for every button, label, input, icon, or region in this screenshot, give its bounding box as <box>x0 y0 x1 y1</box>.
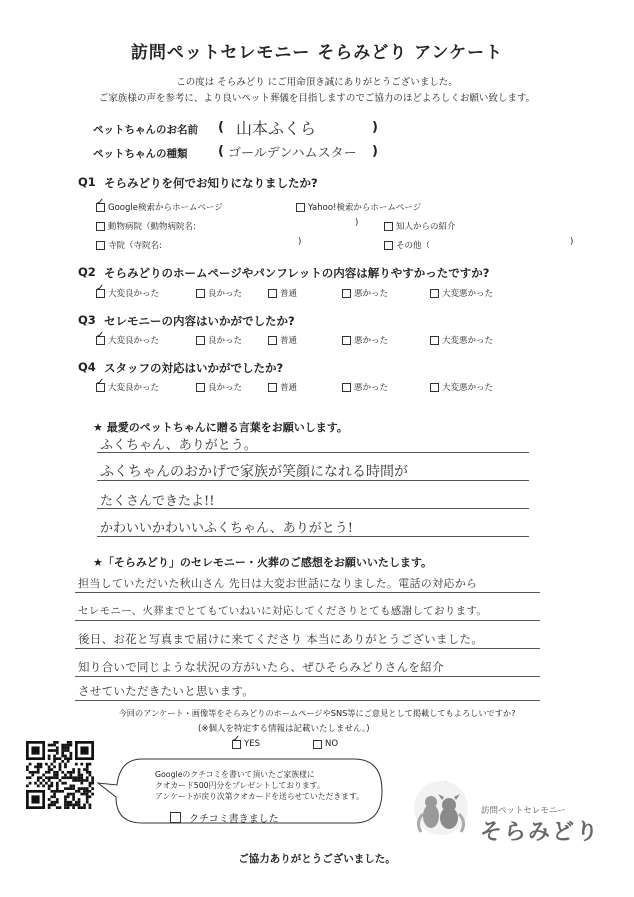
q4-option-4[interactable] <box>342 381 388 393</box>
option-label: 普通 <box>280 289 298 299</box>
q2-number: Q2 <box>78 265 96 279</box>
option-label: 大変悪かった <box>442 383 494 393</box>
checkbox[interactable] <box>268 336 277 345</box>
impression-line-3: 後日、お花と写真まで届けに来てくださり 本当にありがとうございました。 <box>78 632 484 646</box>
review-text-2: クオカード500円分をプレゼントしております。 <box>155 781 325 790</box>
paren-close: ) <box>298 237 302 247</box>
checkbox[interactable] <box>232 740 241 749</box>
checkbox[interactable] <box>384 222 393 231</box>
q4-number: Q4 <box>78 360 96 374</box>
checkbox[interactable] <box>96 203 105 212</box>
option-label: Google検索からホームページ <box>108 203 223 213</box>
q2-option-1[interactable] <box>96 287 159 299</box>
ruled-line <box>75 676 540 677</box>
option-label: 大変悪かった <box>442 336 494 346</box>
option-label: その他（ <box>396 241 431 251</box>
checkbox[interactable] <box>342 289 351 298</box>
pet-name-value: 山本ふくら <box>236 119 317 138</box>
q2-scale <box>96 287 516 299</box>
impression-line-5: させていただきたいと思います。 <box>78 684 255 698</box>
impression-line-2: セレモニー、火葬までとてもていねいに対応してくださりとても感謝しております。 <box>78 605 488 617</box>
brand-name: そらみどり <box>480 820 601 845</box>
option-label: 知人からの紹介 <box>396 222 456 232</box>
option-label: 寺院（寺院名: <box>108 241 162 251</box>
q1-option-vet[interactable] <box>96 220 196 232</box>
q3-option-4[interactable] <box>342 334 388 346</box>
paren-close: ) <box>372 120 378 135</box>
q4-option-2[interactable] <box>196 381 242 393</box>
q3-scale <box>96 334 516 346</box>
q4-scale <box>96 381 516 393</box>
q1-option-other[interactable] <box>384 239 430 251</box>
q4-option-5[interactable] <box>430 381 493 393</box>
checkbox[interactable] <box>313 740 322 749</box>
checkbox[interactable] <box>96 289 105 298</box>
checkbox[interactable] <box>430 289 439 298</box>
pet-name-label: ペットちゃんのお名前 <box>93 124 198 136</box>
option-label: 大変良かった <box>108 336 160 346</box>
impression-line-1: 担当していただいた秋山さん 先日は大変お世話になりました。電話の対応から <box>78 577 478 590</box>
impression-heading: ★「そらみどり」のセレモニー・火葬のご感想をお願いいたします。 <box>93 556 432 569</box>
page-title: 訪問ペットセレモニー そらみどり アンケート <box>130 43 504 63</box>
option-label: 悪かった <box>354 383 389 393</box>
checkbox[interactable] <box>268 383 277 392</box>
q1-option-yahoo[interactable] <box>296 201 421 213</box>
option-label: YES <box>244 739 260 749</box>
paren-close: ) <box>372 144 378 159</box>
checkbox[interactable] <box>342 336 351 345</box>
review-checkbox[interactable] <box>170 810 279 825</box>
checkbox[interactable] <box>96 336 105 345</box>
brand-subtitle: 訪問ペットセレモニー <box>481 806 566 816</box>
checkbox[interactable] <box>170 812 181 823</box>
q3-text: セレモニーの内容はいかがでしたか? <box>104 314 295 328</box>
q2-option-4[interactable] <box>342 287 388 299</box>
ruled-line <box>97 536 529 537</box>
message-line-1: ふくちゃん、ありがとう。 <box>100 438 257 453</box>
q1-number: Q1 <box>78 175 96 189</box>
q2-option-2[interactable] <box>196 287 242 299</box>
q3-option-1[interactable] <box>96 334 159 346</box>
option-label: クチコミ書きました <box>189 814 279 825</box>
consent-question: 今回のアンケート・画像等をそらみどりのホームページやSNS等にご意見として掲載してもよろしいですか? <box>118 708 516 718</box>
paren-open: ( <box>218 144 224 159</box>
review-text-3: アンケートが戻り次第クオカードを送らせていただきます。 <box>155 792 364 801</box>
option-label: 良かった <box>208 383 243 393</box>
option-label: 悪かった <box>354 336 389 346</box>
option-label: 大変悪かった <box>442 289 494 299</box>
message-heading: ★ 最愛のペットちゃんに贈る言葉をお願いします。 <box>93 421 348 434</box>
q4-option-3[interactable] <box>268 381 297 393</box>
checkbox[interactable] <box>430 336 439 345</box>
ruled-line <box>75 592 540 593</box>
option-label: 動物病院（動物病院名: <box>108 222 196 232</box>
q1-option-temple[interactable] <box>96 239 162 251</box>
q1-option-google[interactable] <box>96 201 223 213</box>
impression-line-4: 知り合いで同じような状況の方がいたら、ぜひそらみどりさんを紹介 <box>78 660 444 674</box>
review-text-1: Googleのクチコミを書いて頂いたご家族様に <box>155 770 315 779</box>
ruled-line <box>75 648 540 649</box>
option-label: 良かった <box>208 289 243 299</box>
option-label: 良かった <box>208 336 243 346</box>
message-line-2: ふくちゃんのおかげで家族が笑顔になれる時間が <box>100 464 408 480</box>
checkbox[interactable] <box>96 383 105 392</box>
consent-yes[interactable] <box>232 739 260 749</box>
q3-number: Q3 <box>78 313 96 327</box>
option-label: 普通 <box>280 336 298 346</box>
pet-logo-icon <box>406 772 476 842</box>
intro-line-1: この度は そらみどり にご用命頂き誠にありがとうございました。 <box>176 77 458 88</box>
checkbox[interactable] <box>430 383 439 392</box>
q1-option-friend[interactable] <box>384 220 456 232</box>
paren-close: ) <box>355 218 359 228</box>
consent-note: (※個人を特定する情報は記載いたしません。) <box>198 724 370 734</box>
q1-text: そらみどりを何でお知りになりましたか? <box>104 176 318 190</box>
qr-code-icon[interactable] <box>26 741 94 809</box>
thanks-text: ご協力ありがとうございました。 <box>238 853 396 865</box>
ruled-line <box>75 700 540 701</box>
option-label: NO <box>325 739 339 749</box>
checkbox[interactable] <box>196 289 205 298</box>
pet-type-value: ゴールデンハムスター <box>228 146 357 161</box>
q2-text: そらみどりのホームページやパンフレットの内容は解りやすかったですか? <box>104 266 490 280</box>
checkbox[interactable] <box>196 383 205 392</box>
consent-no[interactable] <box>313 739 338 749</box>
checkbox[interactable] <box>296 203 305 212</box>
paren-close: ) <box>570 237 574 247</box>
checkbox[interactable] <box>384 241 393 250</box>
ruled-line <box>75 620 540 621</box>
q3-option-3[interactable] <box>268 334 297 346</box>
pet-type-label: ペットちゃんの種類 <box>93 148 188 160</box>
checkbox[interactable] <box>196 336 205 345</box>
paren-open: ( <box>218 120 224 135</box>
intro-line-2: ご家族様の声を参考に、より良いペット葬儀を目指しますのでご協力のほどよろしくお願い致します。 <box>98 93 536 104</box>
option-label: 大変良かった <box>108 289 160 299</box>
q4-text: スタッフの対応はいかがでしたか? <box>104 361 284 375</box>
checkbox[interactable] <box>268 289 277 298</box>
checkbox[interactable] <box>342 383 351 392</box>
checkbox[interactable] <box>96 241 105 250</box>
checkbox[interactable] <box>96 222 105 231</box>
option-label: 普通 <box>280 383 298 393</box>
option-label: Yahoo!検索からホームページ <box>308 203 422 213</box>
q2-option-5[interactable] <box>430 287 493 299</box>
message-line-3: たくさんできたよ!! <box>100 494 215 509</box>
q3-option-5[interactable] <box>430 334 493 346</box>
message-line-4: かわいいかわいいふくちゃん、ありがとう! <box>100 521 354 536</box>
q4-option-1[interactable] <box>96 381 159 393</box>
option-label: 大変良かった <box>108 383 160 393</box>
option-label: 悪かった <box>354 289 389 299</box>
q3-option-2[interactable] <box>196 334 242 346</box>
q2-option-3[interactable] <box>268 287 297 299</box>
